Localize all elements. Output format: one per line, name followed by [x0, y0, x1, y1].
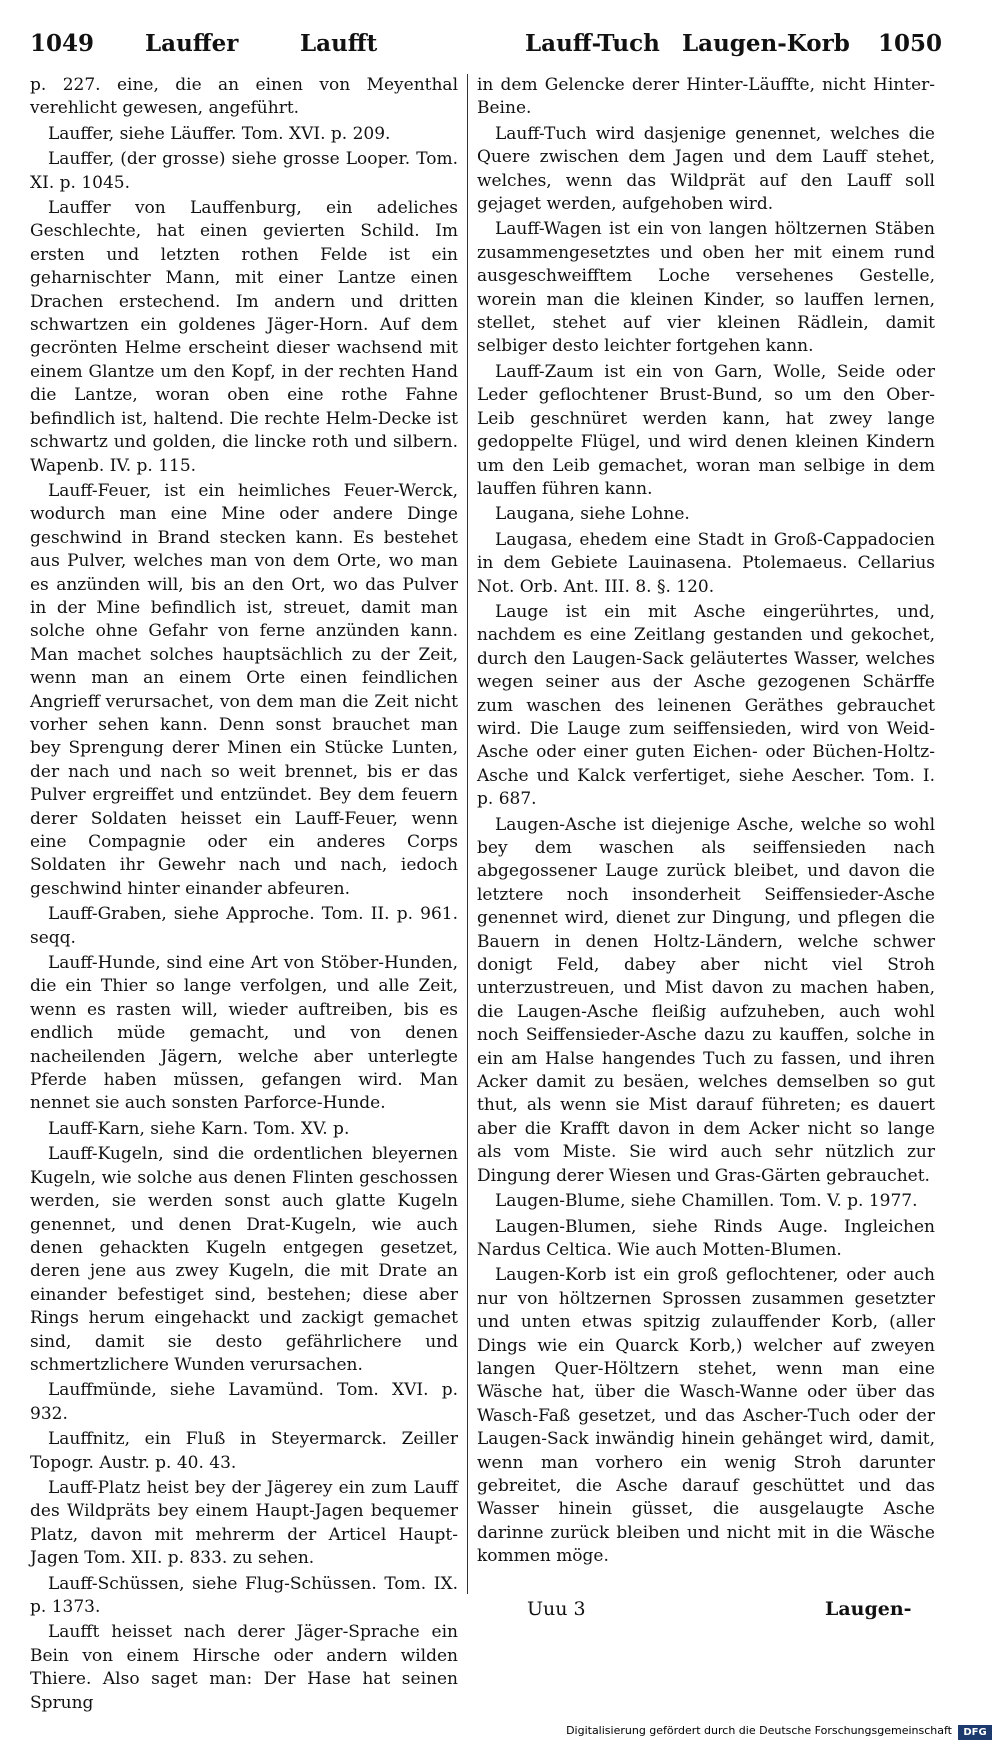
right-column [477, 74, 935, 1571]
left-column-entry: Lauff-Schüssen, siehe Flug-Schüssen. Tom. IX. p. 1373. [30, 1573, 458, 1617]
left-column-entry: Lauffer von Lauffenburg, ein adeliches Geschlechte, hat einen gevierten Schild. Im ersten und letzten rothen Felde ist ein geharnischter Mann, mit einer Lantze einen Drachen erstechend. Im andern und dritten schwartzen ein goldenes Jäger-Horn. Auf dem gecrönten Helme erscheint dieser wachsend mit einem Glantze um den Kopf, in der rechten Hand die Lantze, woran oben eine rothe Fahne befindlich ist, haltend. Die rechte Helm-Decke ist schwartz und golden, die lincke roth und silbern. Wapenb. IV. p. 115. [30, 198, 458, 476]
right-column-entry: Laugasa, ehedem eine Stadt in Groß-Cappadocien in dem Gebiete Lauinasena. Ptolemaeus. Cellarius Not. Orb. Ant. III. 8. §. 120. [477, 529, 935, 597]
left-column-entry: p. 227. eine, die an einen von Meyenthal verehlicht gewesen, angeführt. [30, 75, 458, 119]
header-catchword-1: Lauffer [145, 30, 239, 57]
column-divider [467, 74, 468, 1594]
left-column-entry: Lauff-Graben, siehe Approche. Tom. II. p. 961. seqq. [30, 904, 458, 948]
page-number-left: 1049 [30, 30, 95, 57]
left-column-entry: Lauff-Karn, siehe Karn. Tom. XV. p. [48, 1118, 350, 1139]
left-column [30, 74, 458, 1717]
catchword: Laugen- [825, 1598, 912, 1620]
left-column-entry: Laufft heisset nach derer Jäger-Sprache ein Bein von einem Hirsche oder andern wilden Thiere. Also saget man: Der Hase hat seinen Sprung [30, 1622, 458, 1713]
right-column-entry: Laugana, siehe Lohne. [495, 504, 690, 525]
running-header [30, 30, 943, 66]
header-catchword-4: Laugen-Korb [682, 30, 850, 57]
right-column-entry: Laugen-Blumen, siehe Rinds Auge. Ingleichen Nardus Celtica. Wie auch Motten-Blumen. [477, 1216, 935, 1260]
right-column-entry: Lauge ist ein mit Asche eingerührtes, und, nachdem es eine Zeitlang gestanden und gekochet, durch den Laugen-Sack geläutertes Wasser, welches wegen seiner aus der Asche gezogenen Schärffe zum waschen des leinenen Geräthes gebrauchet wird. Die Lauge zum seiffensieden, wird von Weid-Asche oder einer guten Eichen- oder Büchen-Holtz-Asche und Kalck verfertiget, siehe Aescher. Tom. I. p. 687. [477, 601, 935, 810]
left-column-entry: Lauff-Kugeln, sind die ordentlichen bleyernen Kugeln, wie solche aus denen Flinten geschossen werden, sie werden sonst auch glatte Kugeln genennet, und denen Drat-Kugeln, wie auch denen gehackten Kugeln entgegen gesetzet, deren jene aus zwey Kugeln, die mit Drate an einander befestiget sind, bestehen; diese aber Rings herum eingehackt und zackigt gemachet sind, damit sie desto gefährlichere und schmertzlichere Wunden verursachen. [30, 1144, 458, 1375]
left-column-entry: Lauffer, (der grosse) siehe grosse Looper. Tom. XI. p. 1045. [30, 149, 458, 193]
right-column-entry: Lauff-Tuch wird dasjenige genennet, welches die Quere zwischen dem Jagen und dem Lauff stehet, welches, wenn das Wildprät auf den Lauff soll gejaget werden, aufgehoben wird. [477, 123, 935, 215]
digitization-credit-bar [0, 1722, 1000, 1744]
right-column-entry: Laugen-Korb ist ein groß geflochtener, oder auch nur von höltzernen Sprossen zusammen gesetzter und unten etwas spitzig zulauffender Korb, (aller Dings wie ein Quarck Korb,) welcher auf zweyen langen Quer-Höltzern stehet, wenn man eine Wäsche hat, über die Wasch-Wanne oder über das Wasch-Faß gesetzet, und das Ascher-Tuch oder der Laugen-Sack inwändig hinein gehänget wird, damit, wenn man vorhero ein wenig Stroh darunter gebreitet, die Asche darauf geschüttet und das Wasser hinein güsset, die ausgelaugte Asche darinne zurück bleiben und nicht mit in die Wäsche kommen möge. [477, 1265, 935, 1567]
left-column-entry: Lauffer, siehe Läuffer. Tom. XVI. p. 209. [48, 123, 391, 144]
left-column-entry: Lauffmünde, siehe Lavamünd. Tom. XVI. p. 932. [30, 1380, 458, 1424]
left-column-entry: Lauff-Hunde, sind eine Art von Stöber-Hunden, die ein Thier so lange verfolgen, und alle Zeit, wenn es rasten will, wieder auftreiben, bis es endlich müde gemacht, und von denen nacheilenden Jägern, welche aber unterlegte Pferde haben müssen, gefangen wird. Man nennet sie auch sonsten Parforce-Hunde. [30, 953, 458, 1114]
right-column-entry: in dem Gelencke derer Hinter-Läuffte, nicht Hinter-Beine. [477, 75, 935, 119]
page-number-right: 1050 [878, 30, 943, 57]
credit-text: Digitalisierung gefördert durch die Deutsche Forschungsgemeinschaft [566, 1724, 952, 1737]
dfg-logo: DFG [958, 1725, 992, 1740]
header-catchword-2: Laufft [300, 30, 378, 57]
left-column-entry: Lauff-Platz heist bey der Jägerey ein zum Lauff des Wildpräts bey einem Haupt-Jagen bequemer Platz, davon mit mehrerm der Articel Haupt-Jagen Tom. XII. p. 833. zu sehen. [30, 1477, 458, 1569]
right-column-entry: Laugen-Blume, siehe Chamillen. Tom. V. p. 1977. [495, 1191, 918, 1212]
right-column-entry: Lauff-Wagen ist ein von langen höltzernen Stäben zusammengesetztes und oben her mit einem rund ausgeschweifftem Loche versehenes Gestelle, worein man die kleinen Kinder, so lauffen lernen, stellet, stehet auf vier kleinen Rädlein, damit selbiger desto leichter fortgehen kann. [477, 219, 935, 357]
right-column-entry: Lauff-Zaum ist ein von Garn, Wolle, Seide oder Leder geflochtener Brust-Bund, so um den Ober-Leib geschnüret werden kann, hat zwey lange gedoppelte Flügel, und wird denen kleinen Kindern um den Leib gemachet, woran man selbige in dem lauffen führen kann. [477, 361, 935, 499]
signature-mark: Uuu 3 [527, 1598, 586, 1620]
header-catchword-3: Lauff-Tuch [525, 30, 660, 57]
right-column-entry: Laugen-Asche ist diejenige Asche, welche so wohl bey dem waschen als seiffensieden nach abgegossener Lauge zurück bleibet, und davon die letztere noch insonderheit Seiffensieder-Asche genennet wird, dienet zur Dingung, und pflegen die Bauern in denen Holtz-Ländern, welche schwer donigt Feld, dabey aber nicht viel Stroh unterzustreuen, und Mist davon zu machen haben, die Laugen-Asche fleißig aufzuheben, auch wohl noch Seiffensieder-Asche dazu zu kauffen, solche in ein am Halse hangendes Tuch zu fassen, und ihren Acker damit zu besäen, welches demselben so gut thut, als wenn sie Mist darauf führeten; es dauert aber die Krafft davon in dem Acker nicht so lange als vom Miste. Sie wird auch sehr nützlich zur Dingung derer Wiesen und Gras-Gärten gebrauchet. [477, 814, 935, 1186]
left-column-entry: Lauff-Feuer, ist ein heimliches Feuer-Werck, wodurch man eine Mine oder andere Dinge geschwind in Brand stecken kann. Es bestehet aus Pulver, welches man von dem Orte, wo man es anzünden will, bis an den Ort, wo das Pulver in der Mine befindlich ist, streuet, damit man solche ohne Gefahr von ferne anzünden kann. Man machet solches hauptsächlich zu der Zeit, wenn man an einem Orte einen feindlichen Angrieff verursachet, von dem man die Zeit nicht vorher sehen kann. Denn sonst brauchet man bey Sprengung derer Minen ein Stücke Lunten, der nach und nach so weit brennet, bis er das Pulver ergreiffet und entzündet. Bey dem feuern derer Soldaten heisset ein Lauff-Feuer, wenn eine Compagnie oder ein anderes Corps Soldaten ihr Gewehr nach und nach, iedoch geschwind hinter einander abfeuren. [30, 480, 458, 899]
left-column-entry: Lauffnitz, ein Fluß in Steyermarck. Zeiller Topogr. Austr. p. 40. 43. [30, 1429, 458, 1473]
